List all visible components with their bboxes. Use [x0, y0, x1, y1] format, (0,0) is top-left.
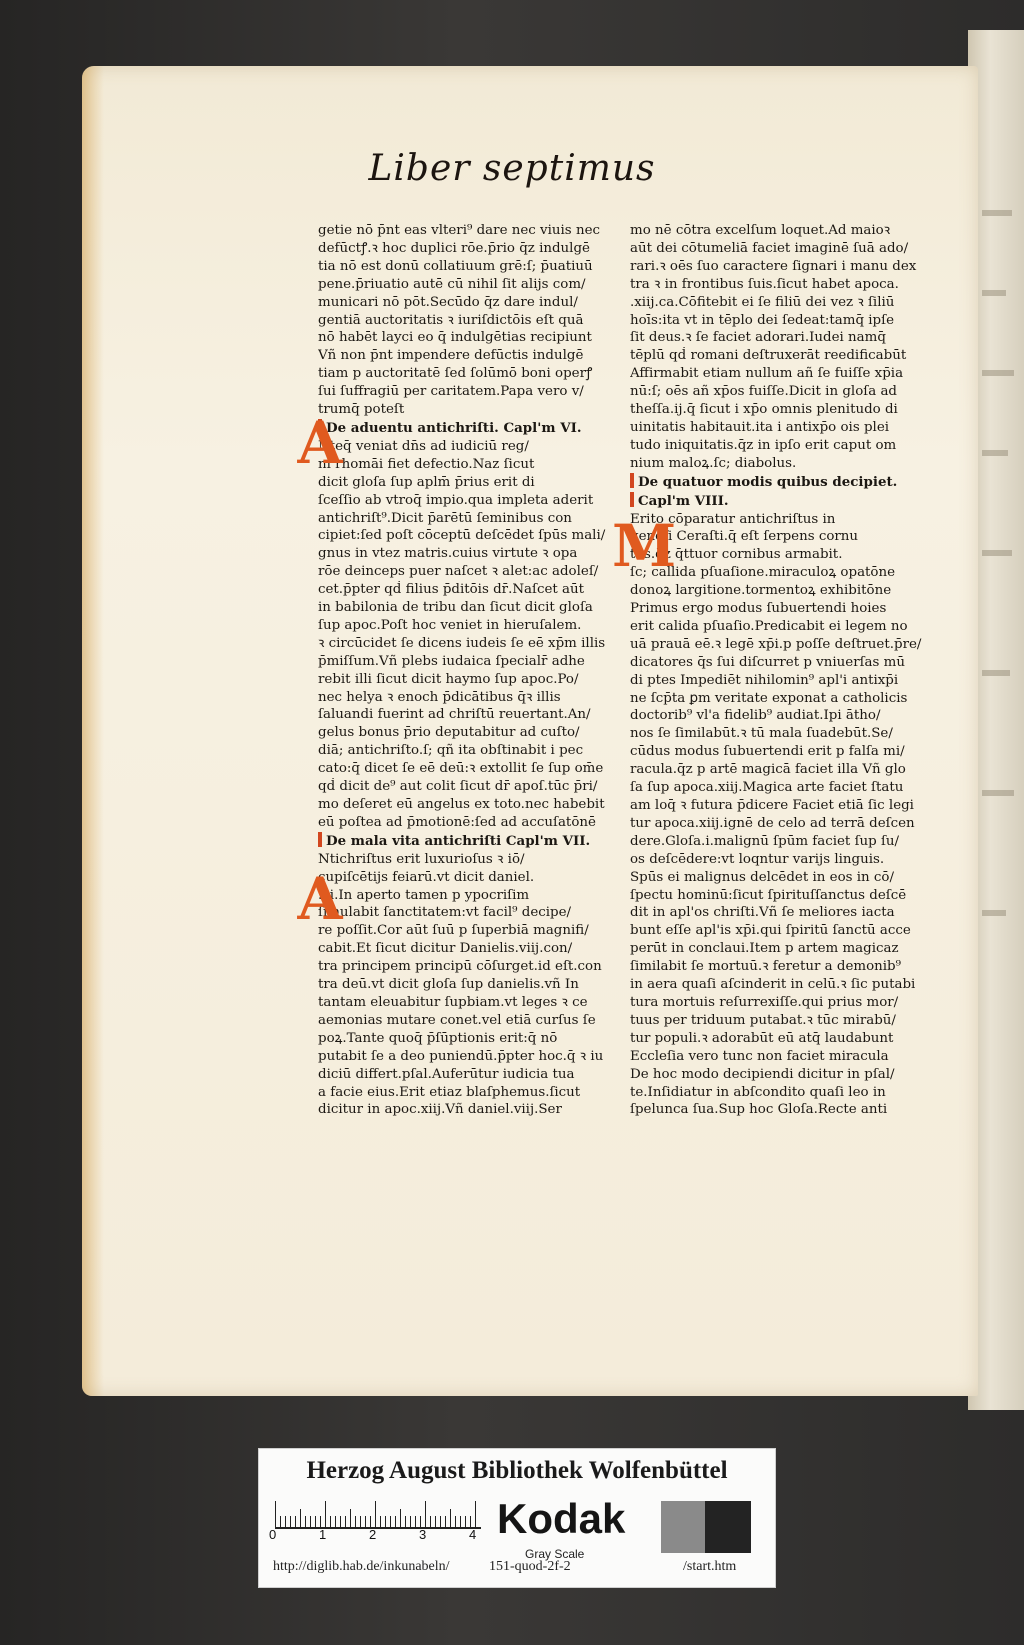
ruler-tick — [310, 1516, 311, 1527]
text-line: qḋ dicit̄ de⁹ aut colit̄ ſicut dr̄ apoſ.tūc p̄ri/ — [318, 779, 598, 795]
text-line: theſſa.ij.q̄ ſicut i xp̄o omnis plenitudo di — [630, 402, 898, 418]
ruler-tick — [475, 1501, 476, 1527]
text-line: dicitur in apoc.xiij.Vñ daniel.viij.Ser — [318, 1102, 562, 1118]
text-line: tura mortuis reſurrexiſſe.qui prius mor/ — [630, 994, 899, 1010]
rubric-mark — [318, 832, 322, 847]
text-line: trumq̄ poteſt — [318, 402, 405, 418]
ruler-tick — [280, 1516, 281, 1527]
ruler-tick — [305, 1516, 306, 1527]
ghost-text-line — [982, 290, 1006, 296]
ruler-tick — [415, 1516, 416, 1527]
text-line: ſceſſio ab vtroq̄ impio.qua impleta aderit — [318, 492, 594, 508]
text-line: re poſſit.Cor aūt ſuū p ſuperbiā magnifi/ — [318, 923, 589, 939]
ruler-tick — [300, 1509, 301, 1527]
text-line: tra ꝛ in frontibus ſuis.ſicut habet̄ apoca. — [630, 276, 899, 292]
text-line: in babilonia de tribu dan ſicut dicit gloſa — [318, 600, 593, 616]
text-line: p̄miſſum.Vñ plebs iudaica ſpecialr̄ adhe — [318, 653, 585, 669]
ruler-tick — [445, 1516, 446, 1527]
text-line: De hoc modo decipiendi dicitur in pſal/ — [630, 1066, 895, 1082]
text-line: cabit.Et ſicut dicitur Danielis.viij.con/ — [318, 941, 573, 957]
shelfmark-text: 151-quod-2f-2 — [489, 1559, 571, 1574]
ruler-tick — [465, 1516, 466, 1527]
ruler-tick — [450, 1509, 451, 1527]
page-stain — [82, 66, 104, 1396]
text-line: eū poſtea ad p̄motionē:ſed ad accuſatōnē — [318, 814, 596, 830]
text-line: nos ſe ſimilabūt.ꝛ tū mala ſuadebūt.Se/ — [630, 726, 893, 742]
ghost-text-line — [982, 210, 1012, 216]
ruler-tick — [355, 1516, 356, 1527]
text-line: cato:q̄ dicet ſe eē deū:ꝛ extollit ſe ſup om̄e — [318, 761, 604, 777]
rubric-mark — [630, 473, 634, 488]
text-line: .xiij.ca.Cōfitebit̄ ei ſe filiū dei vez ꝛ ſiliū — [630, 294, 895, 310]
running-title — [0, 148, 1024, 189]
text-line: ni rhomāi fiet defectio.Naz ſicut — [318, 456, 535, 472]
ruler-tick — [315, 1516, 316, 1527]
text-line: Eccleſia vero tunc non faciet miracula — [630, 1048, 889, 1064]
text-line: municari nō pōt.Secūdo q̄z dare indul/ — [318, 294, 578, 310]
page-link-text: /start.htm — [683, 1559, 737, 1574]
text-line: nec helya ꝛ enoch p̄dicātibus q̄ꝛ illis — [318, 689, 561, 705]
chapter-heading: De quatuor modis quibus decipiet. — [630, 473, 926, 492]
chapter-heading: De aduentu antichriſti. Capl'm VI. — [318, 419, 608, 438]
text-line: tuus per triduum putabat̄.ꝛ tūc mirabū/ — [630, 1012, 896, 1028]
text-line: ſa ſup apoca.xiij.Magica arte faciet ſtatu — [630, 780, 904, 796]
text-line: gnus in vtez matris.cuius virtute ꝛ opa — [318, 546, 578, 562]
text-line: Primus ergo modus ſubuertendi hoies — [630, 601, 887, 617]
url-text: http://diglib.hab.de/inkunabeln/ — [273, 1559, 450, 1574]
ruler-tick — [390, 1516, 391, 1527]
text-line: Spūs ei malignus delcēdet in eos in cō/ — [630, 869, 895, 885]
ruler-tick — [455, 1516, 456, 1527]
ruler-tick — [330, 1516, 331, 1527]
text-line: cupiſcētijs feiarū.vt dicit daniel. — [318, 869, 535, 885]
text-line: poꝝ.Tante quoq̄ p̄ſūptionis erit:q̄ nō — [318, 1030, 558, 1046]
text-line: nō habēt layci eo q̄ indulgētias recipiunt — [318, 330, 592, 346]
text-line: getie nō p̄nt eas vlteri⁹ dare nec viuis nec — [318, 223, 600, 238]
text-line: ſup apoc.Poſt hoc veniet in hieruſalem. — [318, 617, 582, 633]
ruler-tick — [320, 1516, 321, 1527]
ruler-tick — [375, 1501, 376, 1527]
text-line: aūt dei cōtumeliā faciet imaginē ſuā ado/ — [630, 240, 909, 256]
text-line: putabit ſe a deo puniendū.p̄pter hoc.q̄ ꝛ iu — [318, 1048, 604, 1064]
decorated-initial-a: A — [297, 865, 343, 933]
ruler-number: 4 — [469, 1527, 477, 1542]
text-line: uā prauā eē.ꝛ legē xp̄i.p poſſe deſtruet.p̄re/ — [630, 636, 922, 652]
text-line: tra principem principū cōſurget.id eſt.con — [318, 959, 602, 975]
left-text-column — [318, 222, 608, 1142]
text-line: ſpelunca ſua.Sup hoc Gloſa.Recte anti — [630, 1102, 888, 1118]
text-line: tudo iniquitatis.q̄z in ipſo erit caput om — [630, 437, 897, 453]
ruler-tick — [295, 1516, 296, 1527]
text-line: antichriſt⁹.Dicit p̄arētū ſeminibus con — [318, 510, 572, 526]
gray-scale-label: Gray Scale — [525, 1547, 585, 1561]
text-line: ſaluandi fuerint ad chriſtū reuertant̄.An/ — [318, 707, 591, 723]
text-line: Erito cōparatur antichriſtus in — [630, 511, 836, 527]
text-line: uinitatis habitauit.ita i antixp̄o ois plei — [630, 419, 890, 435]
text-line: tia nō est donū collatiuum grē:ſ; p̄uatiuū — [318, 258, 593, 274]
ruler-tick — [335, 1516, 336, 1527]
ruler-tick — [290, 1516, 291, 1527]
ruler-tick — [350, 1509, 351, 1527]
ruler-tick — [360, 1516, 361, 1527]
text-line: mo nē cōtra excelſum loquet̄.Ad maioꝛ — [630, 223, 891, 238]
text-line: cet.p̄pter qḋ filius p̄ditōis dr̄.Naſcet̄ aūt — [318, 582, 585, 598]
text-line: bunt eſſe apl'is xp̄i.qui ſpiritū ſanctū acce — [630, 923, 911, 939]
chapter-heading: De mala vita antichriſti Capl'm VII. — [318, 832, 608, 851]
text-line: Ntichriſtus erit luxurioſus ꝛ iō/ — [318, 851, 525, 867]
ruler-tick — [325, 1501, 326, 1527]
ruler-tick — [385, 1516, 386, 1527]
text-line: tur populi.ꝛ adorabūt eū atq̄ laudabunt — [630, 1030, 894, 1046]
text-line: diciū differt̄.pſal.Auferūtur iudicia tua — [318, 1066, 575, 1082]
text-line: ſpectu hominū:ſicut ſpirituſſanctus deſcē — [630, 887, 907, 903]
ruler-tick — [435, 1516, 436, 1527]
text-line: ſimulabit ſanctitatem:vt facil⁹ decipe/ — [318, 905, 572, 921]
ruler-number: 0 — [269, 1527, 277, 1542]
ghost-text-line — [982, 790, 1014, 796]
text-line: tēplū qḋ romani deſtruxerāt reedificabūt — [630, 348, 907, 364]
ruler-tick — [460, 1516, 461, 1527]
text-line: cipiet:ſed poſt cōceptū deſcēdet ſpūs mali/ — [318, 528, 606, 544]
text-line: dicatores q̄s ſui diſcurret p vniuerſas mū — [630, 654, 905, 670]
text-line: tus.q̄z q̄ttuor cornibus armabit̄. — [630, 547, 843, 563]
text-line: diā; antichriſto.ſ; qñ ita obſtinabit̄ i pec — [318, 743, 584, 759]
ruler-tick — [405, 1516, 406, 1527]
ruler-tick — [380, 1516, 381, 1527]
text-line: rōe deinceps puer naſcet̄ ꝛ alet̄:ac adoleſ/ — [318, 564, 599, 580]
ghost-text-line — [982, 450, 1008, 456]
rubric-mark — [630, 492, 634, 507]
text-line: rebit illi ſicut dicit haymo ſup apoc.Po/ — [318, 671, 579, 687]
text-line: tur apoca.xiij.ignē de celo ad terrā deſcen — [630, 815, 915, 831]
text-line: am loq̄ ꝛ futura p̄dicere Faciet etiā ſic legi — [630, 798, 914, 813]
text-line: tantam eleuabitur ſupbiam.vt leges ꝛ ce — [318, 994, 588, 1010]
measurement-ruler — [275, 1499, 481, 1529]
ruler-number: 3 — [419, 1527, 427, 1542]
decorated-initial-m: M — [612, 512, 677, 580]
ruler-numbers — [269, 1527, 489, 1545]
text-line: .xi.In aperto tamen p ypocriſim — [318, 887, 530, 903]
text-line: pene.p̄riuatio autē cū nihil ſit alijs com/ — [318, 276, 586, 292]
ruler-tick — [400, 1509, 401, 1527]
text-line: hoīs:ita vt in tēplo dei ſedeat:tamq̄ ipſe — [630, 312, 895, 328]
text-line: ne ſcp̄ta ꝑm veritate exponat̄ a catholicis — [630, 690, 908, 706]
ruler-tick — [420, 1516, 421, 1527]
ruler-tick — [345, 1516, 346, 1527]
text-line: aemonias mutare conet̄.vel etiā curſus ſe — [318, 1012, 596, 1028]
ruler-tick — [285, 1516, 286, 1527]
text-line: a facie eius.Erit etiaz blaſphemus.ſicut — [318, 1084, 581, 1100]
kodak-logo: Kodak — [497, 1495, 626, 1542]
text-line: ſimilabit ſe mortuū.ꝛ feretur a demonib⁹ — [630, 959, 901, 975]
ruler-tick — [275, 1501, 276, 1527]
color-target-card — [258, 1448, 776, 1588]
ruler-number: 2 — [369, 1527, 377, 1542]
ruler-tick — [395, 1516, 396, 1527]
decorated-initial-a: A — [297, 409, 343, 477]
text-line: ſit deus.ꝛ ſe faciet adorari.Iudei namq̄ — [630, 330, 886, 346]
ruler-tick — [425, 1501, 426, 1527]
text-line: defūctꝭ.ꝛ hoc duplici rōe.p̄rio q̄z indulgē — [318, 240, 590, 256]
text-line: Affirmabit etiam nullum añ ſe fuiſſe xp̄ia — [630, 366, 904, 382]
text-line: nū:ſ; oēs añ xp̄os fuiſſe.Dicit in gloſa ad — [630, 384, 898, 400]
text-line: erit calida pſuaſio.Predicabit ei legem no — [630, 618, 908, 634]
text-line: dicit gloſa ſup aplm̄ p̄rius erit di — [318, 474, 535, 490]
text-line: Vñ non p̄nt impendere defūctis indulgē — [318, 348, 584, 364]
text-line: perūt in conclaui.Item p artem magicaz — [630, 941, 899, 957]
text-line: donoꝝ largitione.tormentoꝝ exhibitōne — [630, 583, 892, 599]
running-title-text: Liber septimus — [368, 148, 656, 189]
ruler-tick — [410, 1516, 411, 1527]
ruler-tick — [365, 1516, 366, 1527]
text-line: dit in apl'os chriſti.Vñ ſe meliores iacta — [630, 905, 895, 921]
text-line: tiam p auctoritatē ſed ſolūmō boni operꝭ — [318, 366, 593, 382]
text-line: rari.ꝛ oēs ſuo caractere ſignari i manu dex — [630, 258, 917, 274]
black-swatch — [705, 1501, 751, 1553]
text-line: mo deſeret eū angelus ex toto.nec habebit — [318, 797, 605, 812]
ruler-tick — [430, 1516, 431, 1527]
gray-swatch — [661, 1501, 705, 1553]
text-line: racula.q̄z p artē magicā faciet illa Vñ glo — [630, 762, 906, 778]
ghost-text-line — [982, 550, 1012, 556]
text-line: geneſi Ceraſti.q̄ eſt ſerpens cornu — [630, 529, 859, 545]
text-line: gelus bonus p̄rio deputabitur ad cuſto/ — [318, 725, 580, 741]
ruler-tick — [340, 1516, 341, 1527]
text-line: dere.Gloſa.i.malignū ſpūm faciet ſup ſu/ — [630, 833, 900, 849]
text-line: ſui ſuffragiū per caritatem.Papa vero v/ — [318, 384, 584, 400]
text-line: ſc; callida pſuaſione.miraculoꝝ opatōne — [630, 565, 896, 581]
ruler-number: 1 — [319, 1527, 327, 1542]
text-line: os deſcēdere:vt loqntur varijs linguis. — [630, 851, 885, 867]
text-line: te.Inſidiatur in abſcondito quaſi leo in — [630, 1084, 886, 1100]
text-line: di ptes Impediēt nihilomin⁹ apl'i antixp̄i — [630, 672, 899, 688]
text-line: doctorib⁹ vl'a fidelib⁹ audiat̄.Ipi ātho/ — [630, 708, 881, 724]
text-line: gentiā auctoritatis ꝛ iuriſdictōis eſt quā — [318, 312, 584, 328]
text-line: Nteq̄ veniat dn̄s ad iudiciū reg/ — [318, 438, 529, 454]
text-line: tra deū.vt dicit gloſa ſup danielis.vñ In — [318, 977, 579, 993]
institution-name: Herzog August Bibliothek Wolfenbüttel — [306, 1457, 728, 1484]
ghost-text-line — [982, 670, 1010, 676]
ruler-tick — [370, 1516, 371, 1527]
text-line: in aera quaſi aſcinderit in celū.ꝛ ſic putabi — [630, 977, 916, 993]
text-line: nium maloꝝ.ſc; diabolus. — [630, 455, 797, 471]
ghost-text-line — [982, 370, 1014, 376]
ruler-tick — [440, 1516, 441, 1527]
text-line: cūdus modus ſubuertendi erit p falſa mi/ — [630, 744, 905, 760]
chapter-heading: Capl'm VIII. — [630, 492, 926, 511]
right-text-column — [630, 222, 926, 1142]
ghost-text-line — [982, 910, 1006, 916]
text-line: ꝛ circūcidet ſe dicens iudeis ſe eē xp̄m illis — [318, 635, 606, 651]
ruler-tick — [470, 1516, 471, 1527]
